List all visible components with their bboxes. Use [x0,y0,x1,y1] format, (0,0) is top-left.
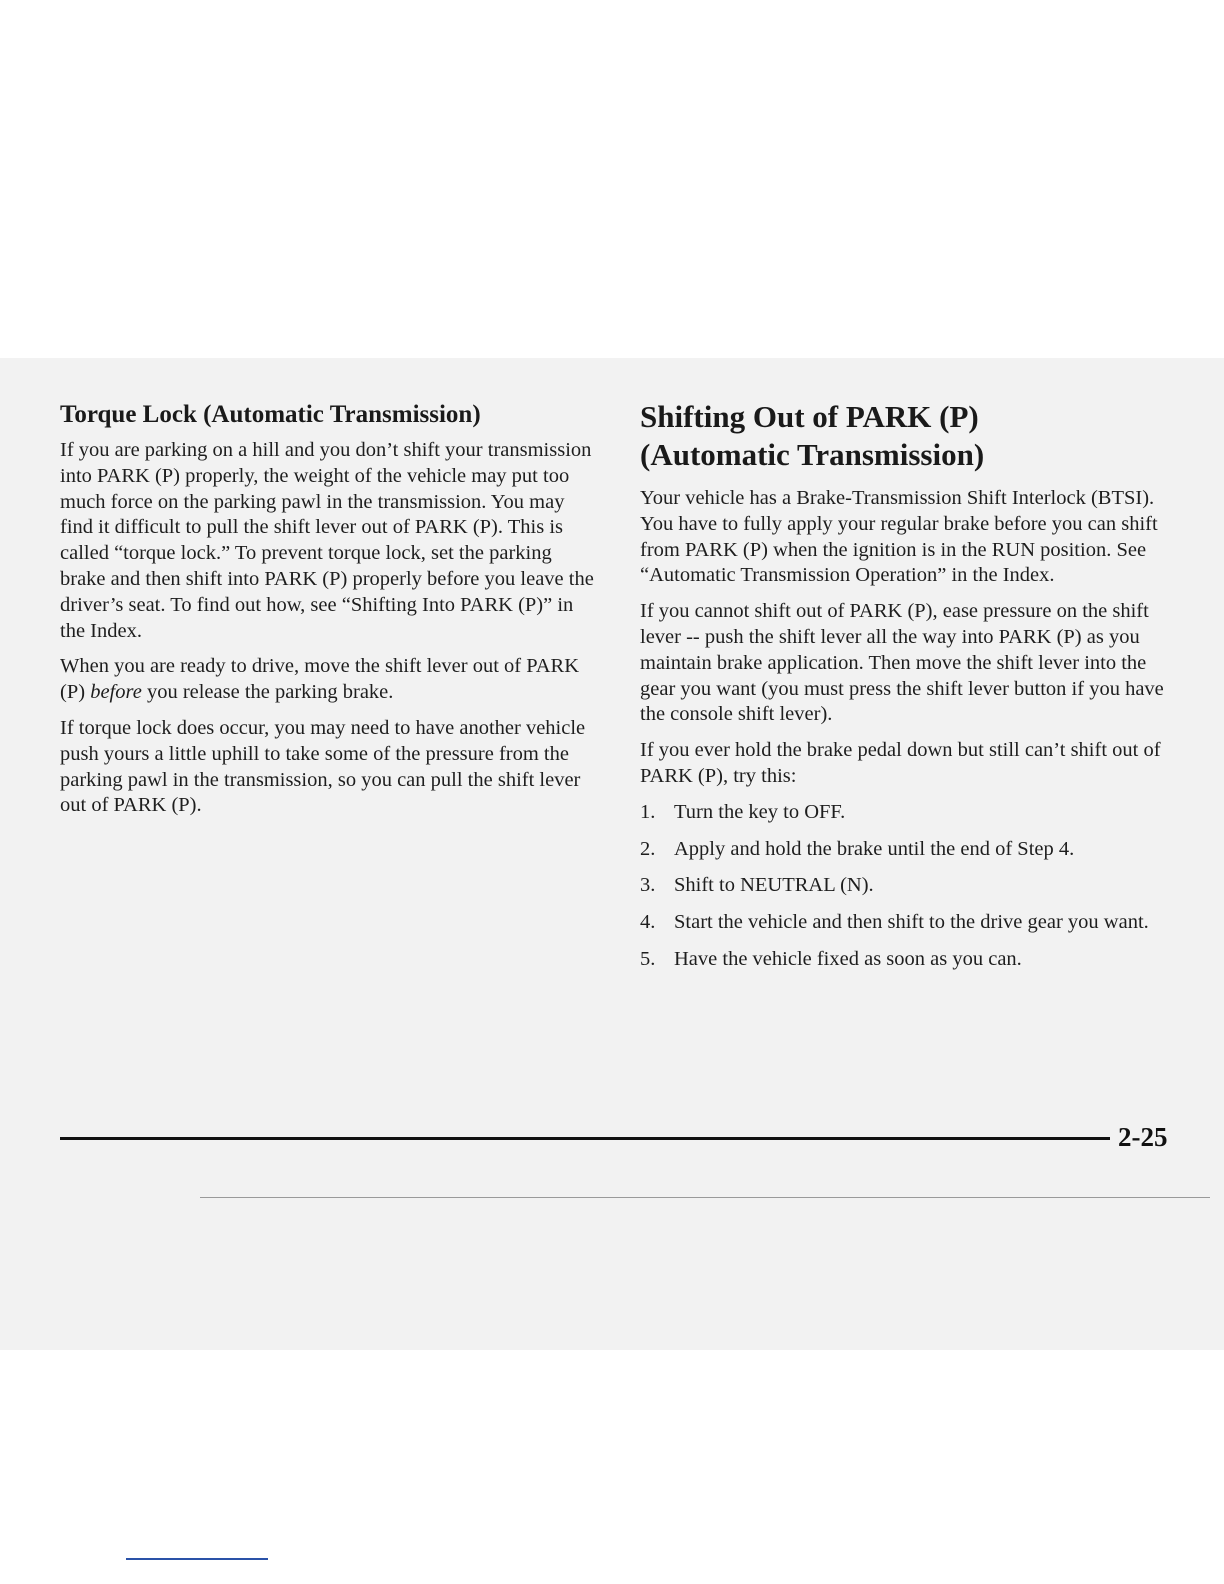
footer-rule [60,1137,1110,1140]
scan-divider [200,1197,1210,1198]
step-text: Have the vehicle fixed as soon as you can. [674,947,1022,970]
step-number: 1. [640,800,656,823]
ready-text-end: you release the parking brake. [141,681,394,704]
step-number: 2. [640,837,656,860]
step-text: Apply and hold the brake until the end of Step 4. [674,837,1075,860]
shifting-out-heading [640,398,1180,474]
step-number: 4. [640,911,656,934]
blue-underline [126,1558,268,1560]
ready-text-start: When you are ready to drive, move the shift lever out of PARK (P) [60,655,580,704]
torque-lock-paragraph: If you are parking on a hill and you don’t shift your transmission into PARK (P) properly, the weight of the vehicle may put too much force on the parking pawl in the transmission. You may find it difficult to pull the shift lever out of PARK (P). This is called “torque lock.” To prevent torque lock, set the parking brake and then shift into PARK (P) properly before you leave the driver’s seat. To find out how, see “Shifting Into PARK (P)” in the Index. [60,439,594,642]
try-this-paragraph: If you ever hold the brake pedal down but still can’t shift out of PARK (P), try this: [640,739,1161,787]
step-number: 3. [640,874,656,897]
list-item [640,873,1180,899]
torque-lock-occur-paragraph: If torque lock does occur, you may need to have another vehicle push yours a little uphill to take some of the pressure from the parking pawl in the transmission, so you can pull the shift lever out of PARK (P). [60,716,586,817]
torque-lock-heading: Torque Lock (Automatic Transmission) [60,401,481,428]
list-item [640,910,1180,936]
list-item [640,837,1180,863]
shifting-out-heading-line1: Shifting Out of PARK (P) [640,399,979,434]
shifting-out-of-park-section [640,398,1180,984]
page-number: 2-25 [1118,1122,1168,1152]
step-number: 5. [640,947,656,970]
step-text: Turn the key to OFF. [674,800,846,823]
shifting-out-heading-line2: (Automatic Transmission) [640,437,985,472]
cannot-shift-paragraph: If you cannot shift out of PARK (P), ease pressure on the shift lever -- push the shift lever all the way into PARK (P) as you maintain brake application. Then move the shift lever into the gear you want (you must press the shift lever button if you have the console shift lever). [640,600,1164,726]
torque-lock-section [60,398,600,829]
list-item [640,947,1180,973]
list-item [640,800,1180,826]
step-text: Shift to NEUTRAL (N). [674,874,874,897]
steps-list [640,800,1180,973]
step-text: Start the vehicle and then shift to the drive gear you want. [674,911,1149,934]
ready-to-drive-paragraph [60,654,600,706]
btsi-paragraph: Your vehicle has a Brake-Transmission Shift Interlock (BTSI). You have to fully apply your regular brake before you can shift from PARK (P) when the ignition is in the RUN position. See “Automatic Transmission Operation” in the Index. [640,487,1158,587]
ready-emphasis: before [90,681,142,704]
